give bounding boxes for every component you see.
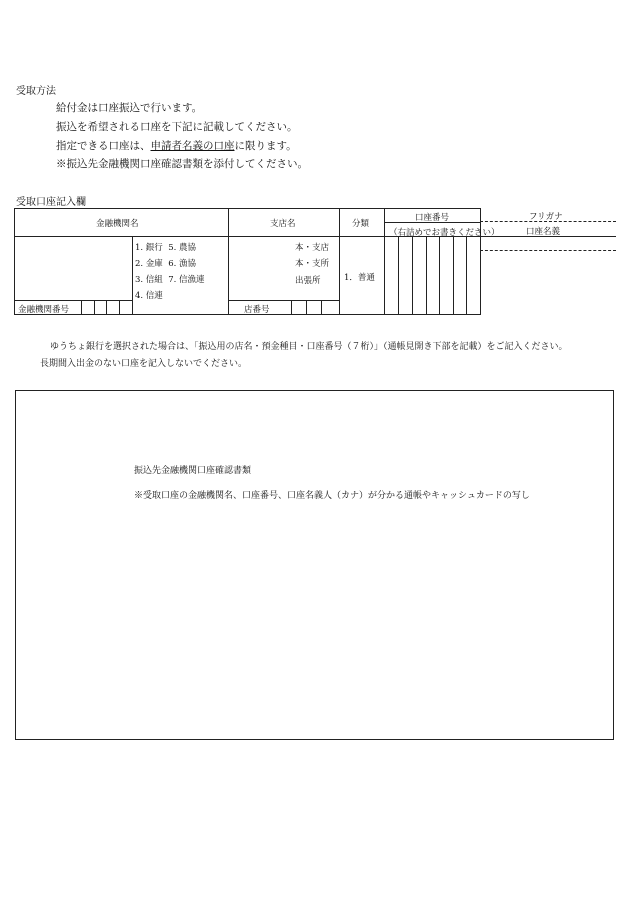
bank-type-right: 6. 漁協 — [168, 259, 197, 269]
bank-type-right: 7. 信漁連 — [168, 275, 205, 285]
bank-type-left: 3. 信組 — [135, 275, 163, 285]
receipt-line-2: 振込を希望される口座を下記に記載してください。 — [56, 121, 298, 133]
receipt-line-3 — [56, 138, 297, 153]
bank-type-row-1 — [135, 241, 196, 253]
bank-type-left: 2. 金庫 — [135, 259, 163, 269]
bank-type-left: 1. 銀行 — [135, 243, 163, 253]
attachment-box — [15, 390, 614, 740]
header-account-number-note: （右詰めでお書きください） — [389, 228, 500, 238]
branch-type-main-office: 本・支所 — [295, 259, 330, 269]
bank-code-label: 金融機関番号 — [18, 305, 70, 315]
attachment-title: 振込先金融機関口座確認書類 — [134, 466, 252, 476]
bank-type-row-4 — [135, 289, 163, 301]
dormant-account-note: 長期間入出金のない口座を記入しないでください。 — [40, 359, 248, 369]
branch-type-main-branch: 本・支店 — [295, 243, 330, 253]
bank-type-row-2 — [135, 257, 196, 269]
branch-code-label: 店番号 — [244, 305, 270, 315]
header-bank-name: 金融機関名 — [96, 219, 139, 229]
receipt-line-3-suffix: に限ります。 — [234, 140, 297, 152]
receipt-line-1: 給付金は口座振込で行います。 — [56, 102, 203, 114]
header-holder-name: 口座名義 — [526, 227, 561, 237]
receipt-line-3-prefix: 指定できる口座は、 — [56, 140, 151, 152]
header-account-number: 口座番号 — [415, 213, 450, 223]
header-type: 分類 — [352, 219, 370, 229]
bank-type-right: 5. 農協 — [168, 243, 197, 253]
attachment-description: ※受取口座の金融機関名、口座番号、口座名義人（カナ）が分かる通帳やキャッシュカードの写し — [134, 491, 530, 501]
receipt-line-4: ※振込先金融機関口座確認書類を添付してください。 — [56, 158, 308, 170]
applicant-account-emphasis: 申請者名義の口座 — [150, 140, 235, 152]
branch-type-sub-office: 出張所 — [295, 276, 321, 286]
section-title-receipt-method: 受取方法 — [16, 86, 56, 97]
section-title-account-entry: 受取口座記入欄 — [16, 197, 86, 208]
header-furigana: フリガナ — [529, 212, 563, 222]
bank-type-left: 4. 信連 — [135, 291, 163, 301]
header-branch-name: 支店名 — [270, 219, 296, 229]
account-type-ordinary: 1．普通 — [344, 273, 375, 283]
account-entry-table — [14, 208, 616, 315]
yucho-note: ゆうちょ銀行を選択された場合は、「振込用の店名・預金種目・口座番号（７桁）」（通帳見開き下部を記載）をご記入ください。 — [50, 342, 568, 352]
bank-type-row-3 — [135, 273, 205, 285]
